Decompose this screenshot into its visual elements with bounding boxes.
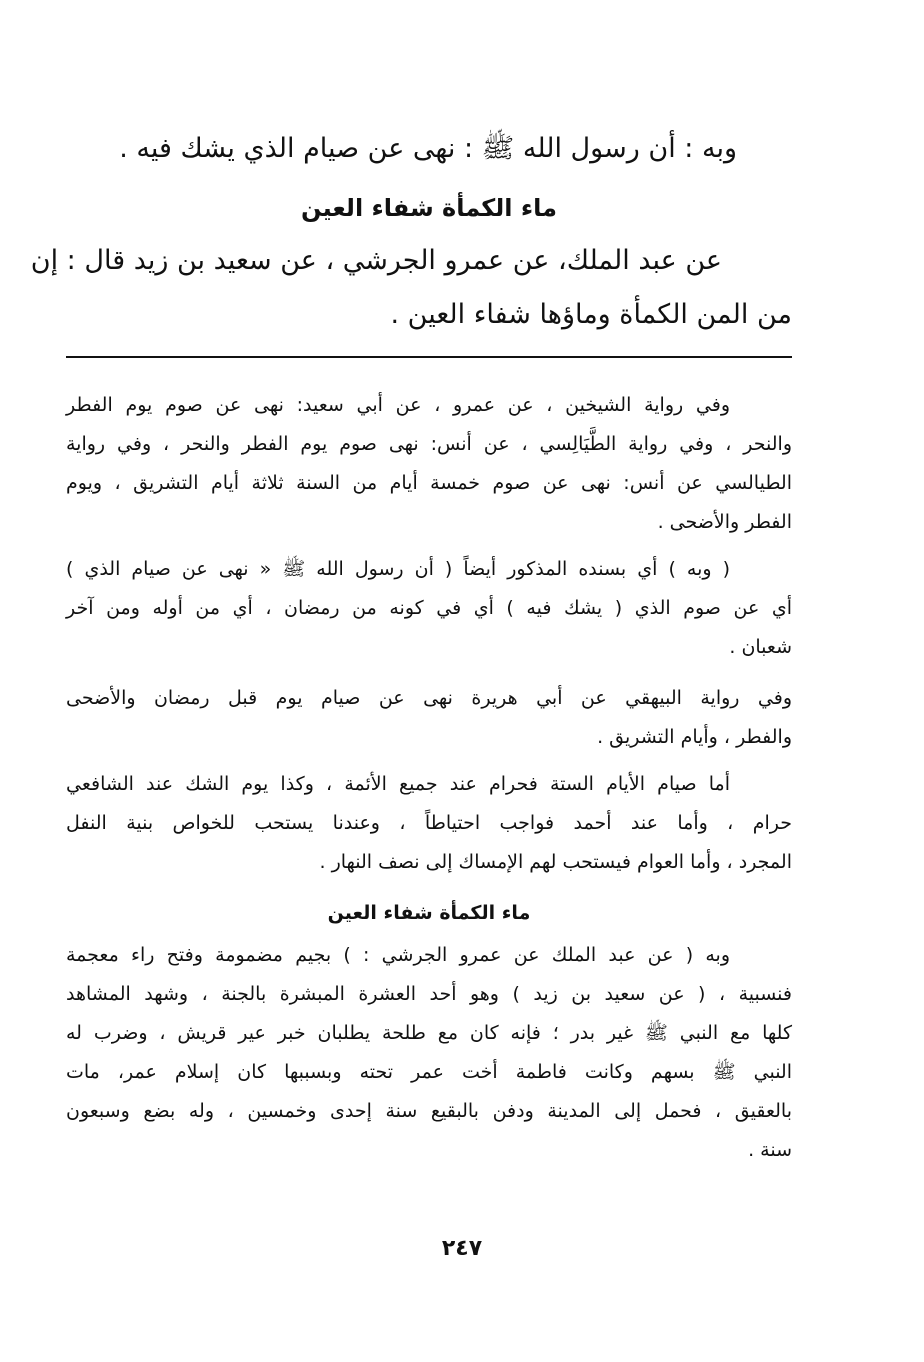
footnote-line: بالعقيق ، فحمل إلى المدينة ودفن بالبقيع سنة إحدى وخمسين ، وله بضع وسبعون xyxy=(66,1100,792,1122)
footnote-line: أما صيام الأيام الستة فحرام عند جميع الأئمة ، وكذا يوم الشك عند الشافعي xyxy=(66,773,730,795)
footnote-line: النبي ﷺ بسهم وكانت فاطمة أخت عمر تحته وبسببها كان إسلام عمر، مات xyxy=(66,1061,792,1083)
footnote-line: وفي رواية الشيخين ، عن عمرو ، عن أبي سعيد: نهى عن صوم يوم الفطر xyxy=(66,394,730,416)
main-heading-block xyxy=(66,188,792,228)
footnote-para-1 xyxy=(66,386,792,542)
footnote-para-4 xyxy=(66,765,792,882)
footnote-line: أي عن صوم الذي ( يشك فيه ) أي في كونه من رمضان ، أي من أوله ومن آخر xyxy=(66,597,792,619)
footnote-para-3 xyxy=(66,679,792,757)
main-heading: ماء الكمأة شفاء العين xyxy=(300,194,557,222)
footnote-para-2 xyxy=(66,550,792,667)
page-number: ٢٤٧ xyxy=(441,1236,483,1261)
footnote-line: وفي رواية البيهقي عن أبي هريرة نهى عن صيام يوم قبل رمضان والأضحى xyxy=(66,687,792,709)
footnote-line: فنسبية ، ( عن سعيد بن زيد ) وهو أحد العشرة المبشرة بالجنة ، وشهد المشاهد xyxy=(66,983,792,1005)
footnote-line: سنة . xyxy=(748,1139,792,1161)
main-line-2: عن عبد الملك، عن عمرو الجرشي ، عن سعيد بن زيد قال : إن xyxy=(30,245,722,276)
footnote-line: حرام ، وأما عند أحمد فواجب احتياطاً ، وعندنا يستحب للخواص بنية النفل xyxy=(66,812,792,834)
footnote-para-5 xyxy=(66,936,792,1170)
footnote-line: شعبان . xyxy=(729,636,792,658)
main-text xyxy=(66,122,792,176)
footnote-line: والفطر ، وأيام التشريق . xyxy=(597,726,792,748)
footnote-line: ( وبه ) أي بسنده المذكور أيضاً ( أن رسول الله ﷺ « نهى عن صيام الذي ) xyxy=(66,558,730,580)
footnote-heading-block xyxy=(66,896,792,930)
footnote-heading: ماء الكمأة شفاء العين xyxy=(327,902,531,924)
footnote-line: الفطر والأضحى . xyxy=(657,511,792,533)
main-line-1: وبه : أن رسول الله ﷺ : نهى عن صيام الذي يشك فيه . xyxy=(119,133,737,164)
footnote-line: المجرد ، وأما العوام فيستحب لهم الإمساك إلى نصف النهار . xyxy=(319,851,792,873)
main-line-3: من المن الكمأة وماؤها شفاء العين . xyxy=(390,299,792,330)
footnote-line: الطيالسي عن أنس: نهى عن صوم خمسة أيام من السنة ثلاثة أيام التشريق ، ويوم xyxy=(66,472,792,494)
footnote-separator xyxy=(66,356,792,358)
footnote-line: والنحر ، وفي رواية الطَّيَالِسي ، عن أنس: نهى صوم يوم الفطر والنحر ، وفي رواية xyxy=(66,433,792,455)
main-paragraph xyxy=(30,234,792,342)
footnote-line: كلها مع النبي ﷺ غير بدر ؛ فإنه كان مع طلحة يطلبان خبر عير قريش ، وضرب له xyxy=(66,1022,792,1044)
footnote-line: وبه ( عن عبد الملك عن عمرو الجرشي : ) بجيم مضمومة وفتح راء معجمة xyxy=(66,944,730,966)
